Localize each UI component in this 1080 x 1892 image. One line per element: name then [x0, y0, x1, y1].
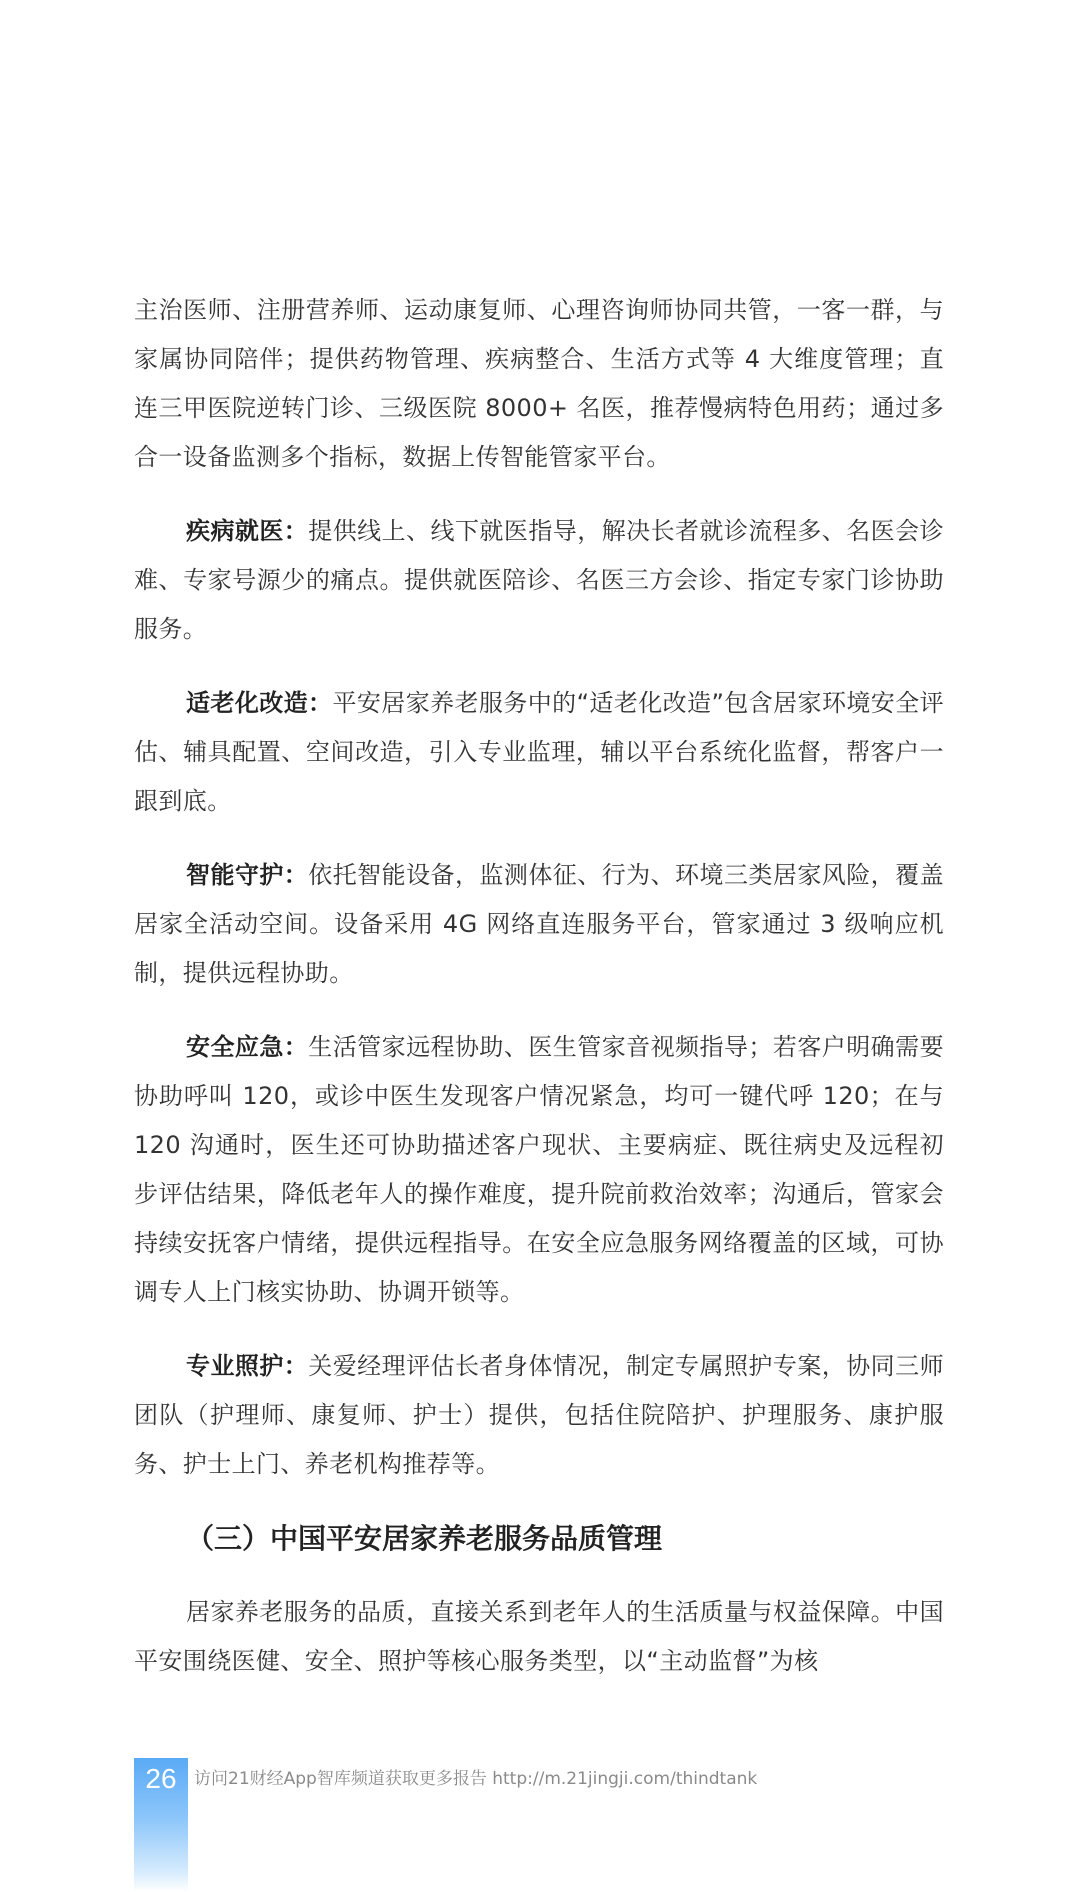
- paragraph-text: 平安居家养老服务中的“适老化改造”包含居家环境安全评估、辅具配置、空间改造，引入专业监理，辅以平台系统化监督，帮客户一跟到底。: [134, 689, 944, 815]
- paragraph-medical-care: [134, 507, 944, 654]
- paragraph-text: 提供线上、线下就医指导，解决长者就诊流程多、名医会诊难、专家号源少的痛点。提供就医陪诊、名医三方会诊、指定专家门诊协助服务。: [134, 517, 944, 643]
- paragraph-professional-care: [134, 1342, 944, 1489]
- paragraph-aging-renovation: [134, 679, 944, 826]
- paragraph-quality-management: 居家养老服务的品质，直接关系到老年人的生活质量与权益保障。中国平安围绕医健、安全、照护等核心服务类型，以“主动监督”为核: [134, 1598, 944, 1675]
- page-content: [134, 286, 944, 1686]
- footer-link-text[interactable]: 访问21财经App智库频道获取更多报告 http://m.21jingji.com/thindtank: [194, 1769, 758, 1789]
- paragraph-lead: 适老化改造：: [186, 689, 333, 717]
- paragraph-text: 关爱经理评估长者身体情况，制定专属照护专案，协同三师团队（护理师、康复师、护士）提供，包括住院陪护、护理服务、康护服务、护士上门、养老机构推荐等。: [134, 1352, 944, 1478]
- paragraph-text: 依托智能设备，监测体征、行为、环境三类居家风险，覆盖居家全活动空间。设备采用 4G 网络直连服务平台，管家通过 3 级响应机制，提供远程协助。: [134, 861, 944, 987]
- paragraph-lead: 智能守护：: [186, 861, 309, 889]
- paragraph-smart-guard: [134, 851, 944, 998]
- paragraph-lead: 安全应急：: [186, 1033, 309, 1061]
- paragraph-health-management: 主治医师、注册营养师、运动康复师、心理咨询师协同共管，一客一群，与家属协同陪伴；提供药物管理、疾病整合、生活方式等 4 大维度管理；直连三甲医院逆转门诊、三级医院 8000+ 名医，推荐慢病特色用药；通过多合一设备监测多个指标，数据上传智能管家平台。: [134, 296, 944, 471]
- paragraph-text: 生活管家远程协助、医生管家音视频指导；若客户明确需要协助呼叫 120，或诊中医生发现客户情况紧急，均可一键代呼 120；在与 120 沟通时，医生还可协助描述客户现状、主要病症、既往病史及远程初步评估结果，降低老年人的操作难度，提升院前救治效率；沟通后，管家会持续安抚客户情绪，提供远程指导。在安全应急服务网络覆盖的区域，可协调专人上门核实协助、协调开锁等。: [134, 1033, 944, 1306]
- paragraph-lead: 疾病就医：: [186, 517, 309, 545]
- paragraph-emergency: [134, 1023, 944, 1317]
- section-heading: （三）中国平安居家养老服务品质管理: [186, 1522, 663, 1555]
- page-number: 26: [145, 1763, 177, 1794]
- paragraph-lead: 专业照护：: [186, 1352, 309, 1380]
- page-footer: [134, 1758, 944, 1892]
- page-number-bar: [134, 1758, 188, 1892]
